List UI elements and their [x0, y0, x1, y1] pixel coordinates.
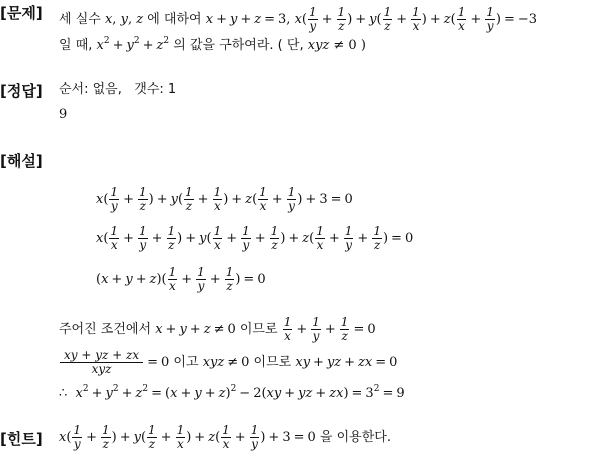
problem-about: 에 대하여 — [147, 12, 202, 27]
answer-label: [정답] — [0, 82, 43, 100]
solution-label: [해설] — [0, 152, 43, 170]
hint-label: [힌트] — [0, 430, 43, 448]
problem-line-2: 일 때, $x^2 + y^2 + z^2$ 의 값을 구하여라. ( 단, xyz ≠ 0 ) — [59, 36, 366, 53]
problem-intro: 세 실수 — [59, 12, 101, 27]
solution-equation-1: x( $\frac{1}{y}$ + $\frac{1}{z}$ ) + y( $\frac{1}{z}$ + $\frac{1}{x}$ ) + z( $\frac{1}{x}$ + $\frac{1}{y}$ ) + 3 = 0 — [96, 185, 353, 213]
problem-label: [문제] — [0, 4, 43, 22]
problem-line-1: 세 실수 x, y, z 에 대하여 x + y + z = 3, x( $\frac{1}{y}$ + $\frac{1}{z}$ ) + y( $\frac{1}{z}$ + $\frac{1}{x}$ ) + z( $\frac{1}{x}$ + $\frac{1}{y}$ ) = −3 — [59, 5, 538, 33]
answer-value: 9 — [59, 107, 68, 122]
solution-equation-2: x( $\frac{1}{x}$ + $\frac{1}{y}$ + $\frac{1}{z}$ ) + y( $\frac{1}{x}$ + $\frac{1}{y}$ + $\frac{1}{z}$ ) + z( $\frac{1}{x}$ + $\frac{1}{y}$ + $\frac{1}{z}$ ) = 0 — [96, 224, 414, 252]
hint-line: x( $\frac{1}{y}$ + $\frac{1}{z}$ ) + y( $\frac{1}{z}$ + $\frac{1}{x}$ ) + z( $\frac{1}{x}$ + $\frac{1}{y}$ ) + 3 = 0 을 이용한다. — [59, 423, 391, 451]
solution-given-line: 주어진 조건에서 x + y + z ≠ 0 이므로 $\frac{1}{x}$ + $\frac{1}{y}$ + $\frac{1}{z}$ = 0 — [59, 315, 376, 343]
solution-final-line: ∴ $x^2 + y^2 + z^2 = (x + y + z)^2 - 2(xy$ + yz + $zx) = 3^2 = 9$ — [59, 384, 405, 401]
answer-order-count: 순서: 없음, 갯수: 1 — [59, 82, 177, 97]
solution-fraction-line: $\frac{xy + yz + zx}{\text{xyz}}$ = 0 이고 xyz ≠ 0 이므로 xy + yz + zx = 0 — [59, 349, 397, 376]
solution-equation-3: (x + y + z)( $\frac{1}{x}$ + $\frac{1}{y}$ + $\frac{1}{z}$ ) = 0 — [96, 265, 266, 293]
